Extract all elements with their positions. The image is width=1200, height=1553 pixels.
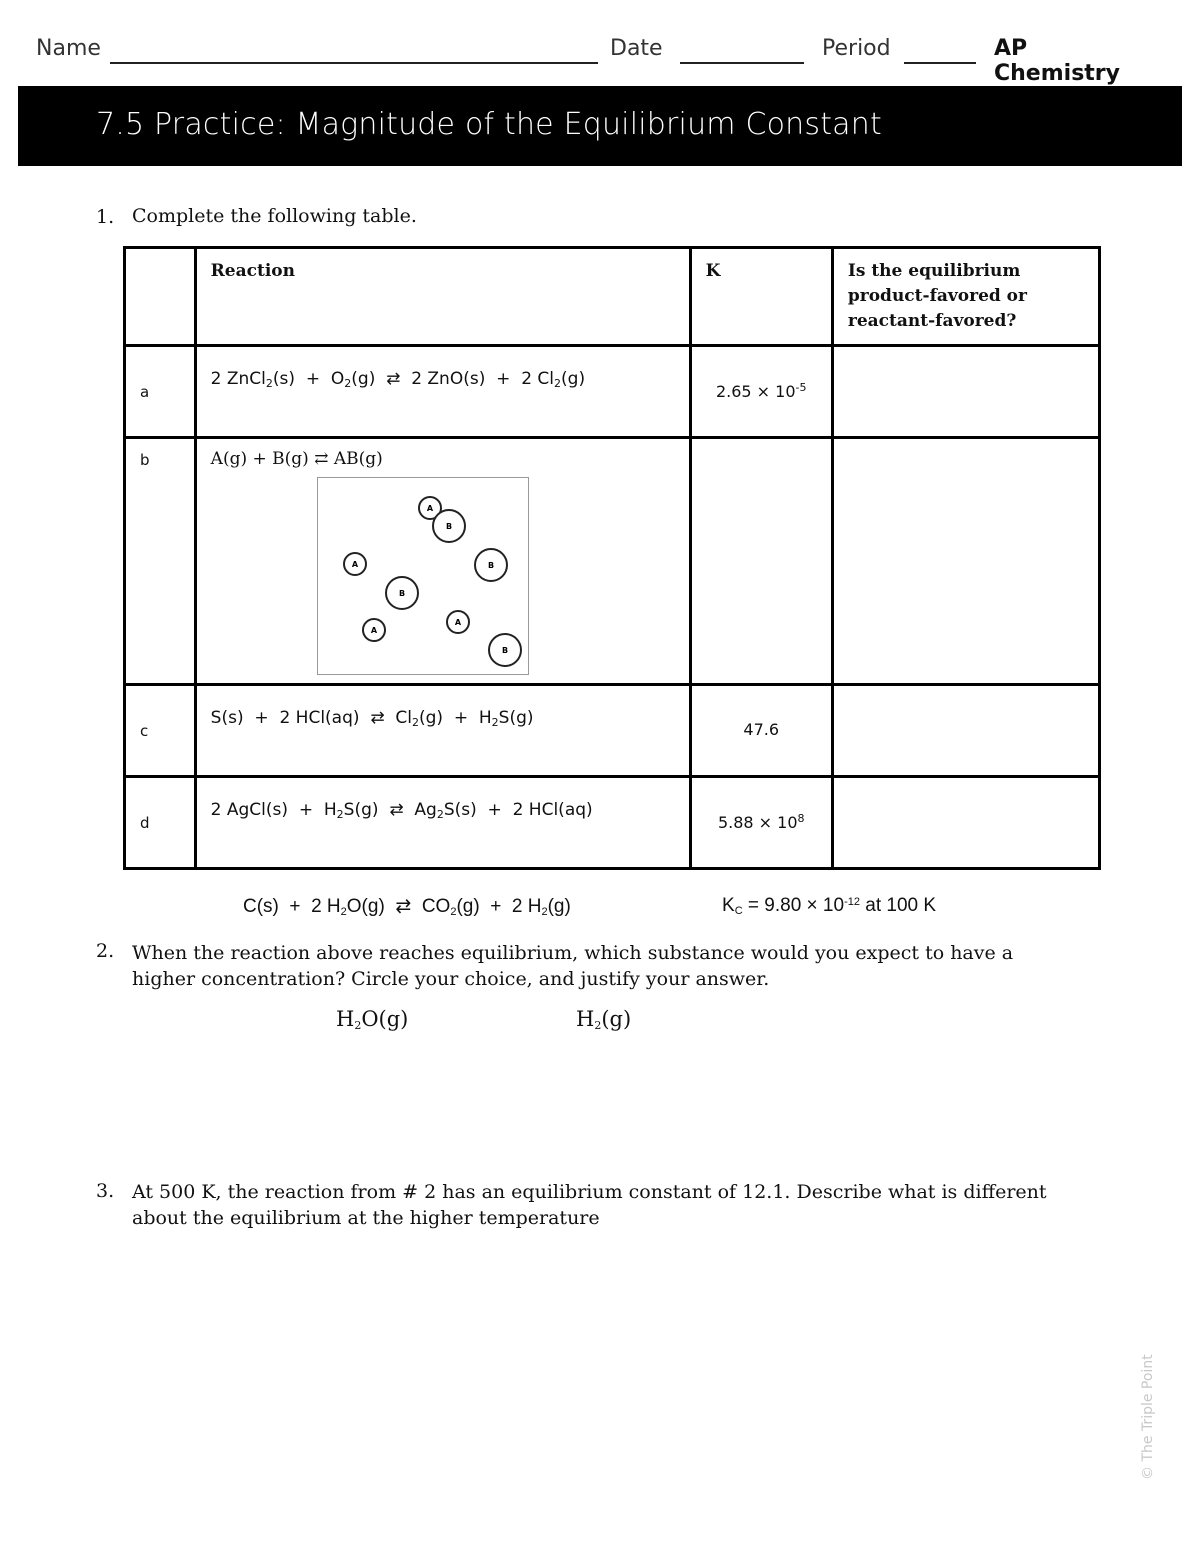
particle-label: B [487,561,494,570]
row-label: d [125,777,196,869]
equilibrium-table [123,246,1101,870]
q2-equation: C(s) + 2 $H_2O(g)$ ⇄ $CO_2(g) + 2$ $H_2(g)$ [243,896,571,918]
q2-kc: $K_C = 9.80 \times 10^{-12}$ at 100 K [722,895,937,917]
header-favored: Is the equilibrium product-favored or reactant-favored? [832,248,1099,346]
particle-label: A [351,560,358,569]
course-name: AP Chemistry [994,36,1120,86]
name-line[interactable] [110,62,598,64]
particle-label: B [501,646,508,655]
reaction-text: A(g) + B(g) ⇄ AB(g) [210,449,383,469]
row-label: a [125,346,196,438]
table-row [125,777,1100,869]
table-row [125,346,1100,438]
page-title: 7.5 Practice: Magnitude of the Equilibrium Constant [96,107,882,142]
q2-text: When the reaction above reaches equilibrium, which substance would you expect to have a higher concentration? Circle your choice, and justify your answer. [132,942,1014,990]
q3-number: 3. [96,1180,115,1202]
q1-number: 1. [96,206,115,228]
particle-label: B [445,522,452,531]
header-reaction: Reaction [195,248,690,346]
answer-cell[interactable] [832,685,1099,777]
date-line[interactable] [680,62,804,64]
k-value-cell: $2.65 \times 10^{-5}$ [690,346,832,438]
answer-cell[interactable] [832,346,1099,438]
answer-cell[interactable] [832,777,1099,869]
answer-cell[interactable] [832,438,1099,685]
worksheet-header [36,30,1150,86]
particle-label: A [454,618,461,627]
row-label: c [125,685,196,777]
particle-label: A [426,504,433,513]
title-banner [18,86,1182,166]
header-blank-cell [125,248,196,346]
table-row [125,438,1100,685]
choice-h2[interactable]: $H_2(g)$ [576,1007,632,1032]
name-label: Name [36,36,101,61]
table-row [125,685,1100,777]
watermark: © The Triple Point [1140,1354,1156,1480]
q1-text: Complete the following table. [132,205,417,227]
q3-text: At 500 K, the reaction from # 2 has an equilibrium constant of 12.1. Describe what is different about the equilibrium at the higher temperature [132,1181,1047,1229]
reaction-cell: 2 ZnCl$_2$(s) + $O_2(g)$ ⇄ 2 ZnO(s) + 2 $Cl_2(g)$ [195,346,690,438]
particle-svg [318,478,528,674]
particle-label: B [398,589,405,598]
k-value-cell: 47.6 [690,685,832,777]
k-value-cell: $5.88 \times 10^8$ [690,777,832,869]
k-value-cell[interactable] [690,438,832,685]
reaction-cell: 2 AgCl(s) + $H_2S(g)$ ⇄ $Ag_2S(s) + 2$ HCl(aq) [195,777,690,869]
period-line[interactable] [904,62,976,64]
choice-h2o[interactable]: $H_2O(g)$ [336,1007,409,1032]
row-label: b [125,438,196,685]
reaction-cell [195,438,690,685]
date-label: Date [610,36,663,61]
header-k: K [690,248,832,346]
period-label: Period [822,36,891,61]
particle-label: A [370,626,377,635]
reaction-cell: S(s) + 2 HCl(aq) ⇄ $Cl_2(g) + H_2S(g)$ [195,685,690,777]
q2-number: 2. [96,940,115,962]
particle-diagram [317,477,529,675]
table-header-row [125,248,1100,346]
